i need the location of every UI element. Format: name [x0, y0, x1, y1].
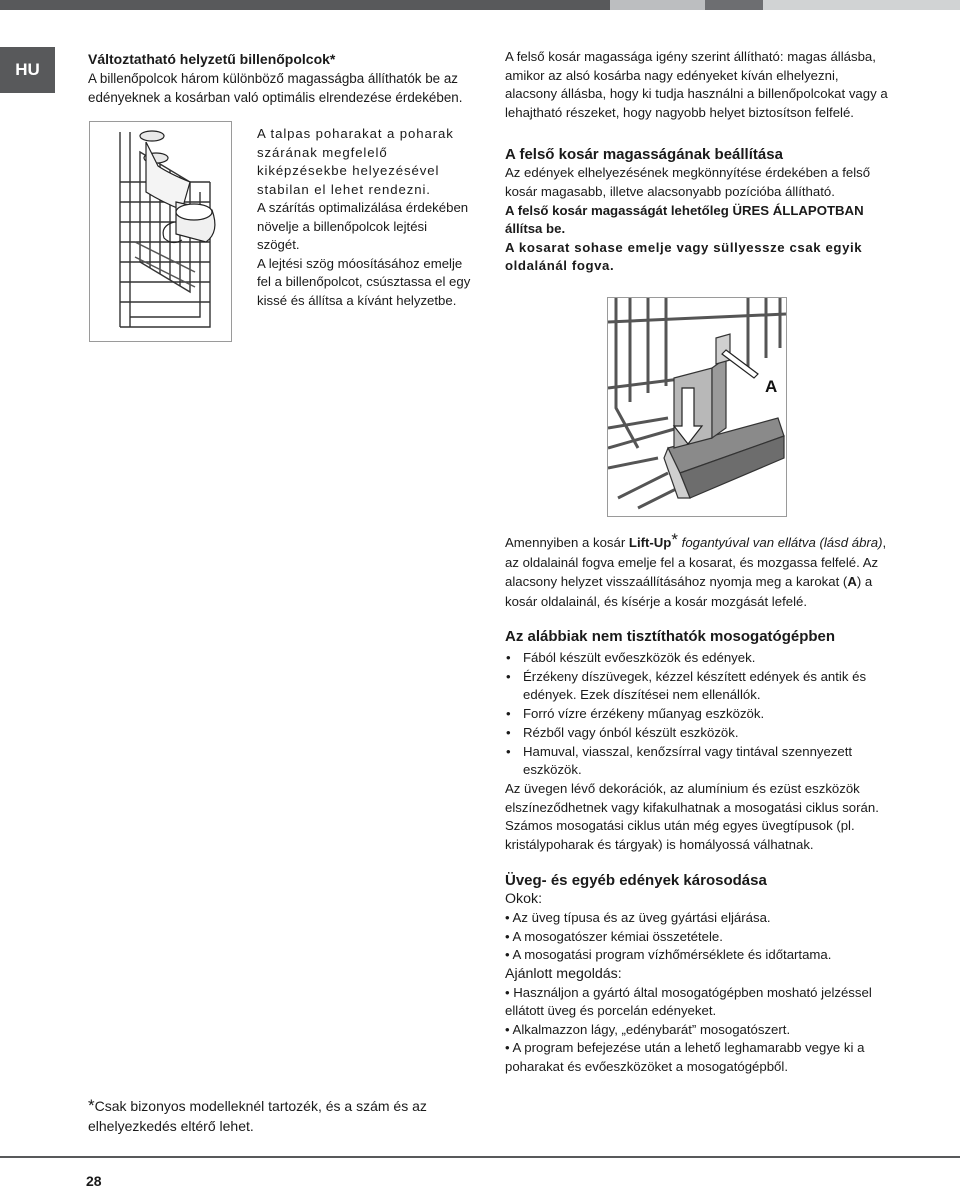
language-tab: HU — [0, 47, 55, 93]
solution-item: • Használjon a gyártó által mosogatógépben mosható jelzéssel ellátott üveg és porcelán edényeket. — [505, 984, 872, 1018]
figure-label-a: A — [765, 377, 778, 396]
footnote — [88, 1096, 478, 1136]
tilting-shelf-illustration — [89, 121, 232, 342]
list-item: • Hamuval, viasszal, kenőzsírral vagy tintával szennyezett eszközök. — [505, 743, 888, 780]
footnote-star: * — [88, 1096, 95, 1115]
stemmed-glasses-text: A talpas poharakat a poharak szárának megfelelő kiképzésekbe helyezésével stabilan el lehet rendezni. — [257, 126, 454, 197]
bottom-rule — [0, 1156, 960, 1158]
list-item: • Forró vízre érzékeny műanyag eszközök. — [505, 705, 888, 724]
lift-up-see-figure: fogantyúval van ellátva (lásd ábra) — [678, 535, 883, 550]
cause-item: • A mosogatószer kémiai összetétele. — [505, 928, 723, 944]
lift-up-text-end: ) a kosár oldalainál, és kísérje a kosár mozgását lefelé. — [505, 574, 873, 609]
not-dishwasher-safe-list — [505, 649, 888, 780]
solution-item: • Alkalmazzon lágy, „edénybarát” mosogatószert. — [505, 1021, 791, 1037]
angle-adjust-text: A lejtési szög móosításához emelje fel a billenőpolcot, csúsztassa el egy kissé és állítsa a kívánt helyzetbe. — [257, 255, 471, 308]
upper-basket-intro: A felső kosár magassága igény szerint állítható: magas állásba, amikor az alsó kosárba nagy edényeket kíván elhelyezni, alacsony állásba, hogy ki tudja használni a billenőpolcokat vagy a lehajtható részeket, hogy nagyobb helyet biztosítson felfelé. — [505, 49, 888, 120]
basket-empty-warning: A felső kosár magasságát lehetőleg ÜRES ÁLLAPOTBAN állítsa be. — [505, 202, 864, 237]
drying-tip-text: A szárítás optimalizálása érdekében növelje a billenőpolcok lejtési szögét. — [257, 200, 469, 252]
cause-item: • Az üveg típusa és az üveg gyártási eljárása. — [505, 910, 771, 925]
lift-up-illustration — [607, 297, 787, 517]
tilting-shelves-intro: A billenőpolcok három különböző magasságba állíthatók be az edényeknek a kosárban való optimális elrendezése érdekében. — [88, 71, 463, 105]
tilting-shelf-drawing — [90, 122, 231, 341]
upper-basket-section — [505, 48, 888, 276]
page-number: 28 — [86, 1173, 102, 1189]
lift-up-text-mid: , az oldalainál fogva emelje fel a kosarat, és mozgassa felfelé. Az alacsony helyzet visszaállításához nyomja meg a karokat ( — [505, 535, 887, 589]
lift-up-text — [505, 530, 888, 611]
tilting-shelves-instructions — [257, 125, 471, 310]
lift-up-drawing — [608, 298, 786, 516]
basket-side-warning: A kosarat sohase emelje vagy süllyessze csak egyik oldalánál fogva. — [505, 239, 863, 274]
list-item: • Rézből vagy ónból készült eszközök. — [505, 724, 888, 743]
decoration-warning-text: Az üvegen lévő dekorációk, az alumínium és ezüst eszközök elszíneződhetnek vagy kifakulhatnak a mosogatási ciklus során. Számos mosogatási ciklus után még egyes üvegtípusok (pl. kristálypoharak és tárgyak) is homályossá válhatnak. — [505, 780, 879, 853]
lift-up-text-start: Amennyiben a kosár — [505, 535, 629, 550]
causes-label: Okok: — [505, 891, 543, 907]
lift-up-term: Lift-Up — [628, 535, 672, 550]
not-dishwasher-safe-title: Az alábbiak nem tisztíthatók mosogatógépben — [505, 628, 836, 645]
list-item: • Érzékeny díszüvegek, kézzel készített edények és antik és edények. Ezek díszítései nem ellenállók. — [505, 668, 888, 705]
solution-item: • A program befejezése után a lehető leghamarabb vegye ki a poharakat és evőeszközöket a mosogatógépből. — [505, 1040, 865, 1074]
tilting-shelves-section — [88, 50, 478, 107]
cause-item: • A mosogatási program vízhőmérséklete és időtartama. — [505, 947, 832, 962]
footnote-text: Csak bizonyos modelleknél tartozék, és a szám és az elhelyezkedés eltérő lehet. — [88, 1098, 427, 1134]
glass-damage-section — [505, 871, 888, 1076]
glass-damage-title: Üveg- és egyéb edények károsodása — [505, 872, 767, 889]
list-item: • Fából készült evőeszközök és edények. — [505, 649, 888, 668]
lift-up-star: * — [671, 530, 678, 549]
solution-label: Ajánlott megoldás: — [505, 965, 622, 982]
tilting-shelves-title: Változtatható helyzetű billenőpolcok* — [88, 51, 336, 67]
basket-height-title: A felső kosár magasságának beállítása — [505, 146, 783, 164]
basket-height-text: Az edények elhelyezésének megkönnyítése érdekében a felső kosár magasabb, illetve alacsonyabb pozícióba állítható. — [505, 165, 871, 199]
not-dishwasher-safe-section — [505, 627, 888, 855]
top-color-bar — [0, 0, 960, 10]
lift-up-lever-a: A — [847, 574, 857, 589]
